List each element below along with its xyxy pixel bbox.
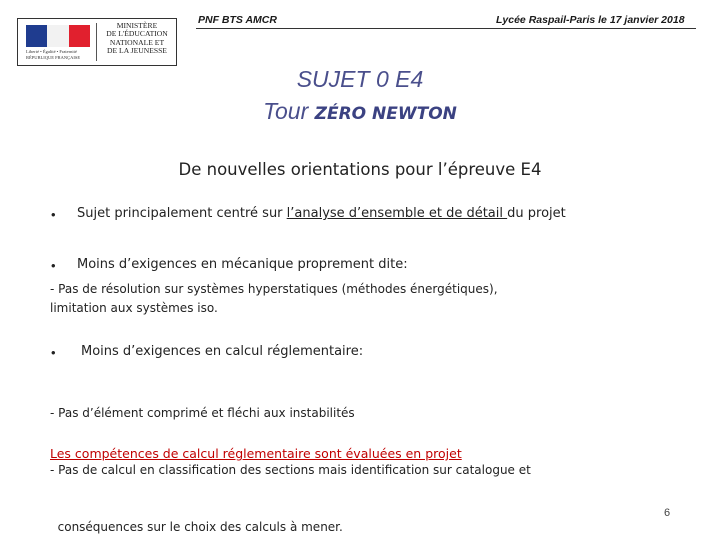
title-line-1: SUJET 0 E4 (296, 66, 424, 92)
bullet-3: • (51, 345, 56, 360)
republic-motto: Liberté • Égalité • Fraternité RÉPUBLIQUE FRANÇAISE (26, 49, 81, 60)
item-3-detail-line: - Pas de calcul en classification des sections mais identification sur catalogue et (50, 463, 531, 477)
title-tour-prefix: Tour (263, 98, 315, 124)
item-2-detail-line: limitation aux systèmes iso. (50, 301, 218, 315)
title-tour-name: ZÉRO NEWTON (314, 104, 457, 124)
item-1-text-underlined: l’analyse d’ensemble et de détail (286, 206, 508, 221)
bullet-1: • (51, 207, 56, 222)
item-1-text-after: du projet (507, 206, 566, 221)
ministry-logo (17, 18, 177, 66)
item-1-text-before: Sujet principalement centré sur (77, 206, 287, 221)
conclusion-text: Les compétences de calcul réglementaire sont évaluées en projet (50, 446, 462, 461)
item-3-details (50, 366, 531, 556)
ministry-name: MINISTÈRE DE L'ÉDUCATION NATIONALE ET DE LA JEUNESSE (106, 21, 168, 55)
item-2-detail-line: - Pas de résolution sur systèmes hyperstatiques (méthodes énergétiques), (50, 282, 498, 296)
header-rule (196, 28, 696, 29)
item-3-detail-line: conséquences sur le choix des calculs à mener. (50, 520, 343, 534)
page-number: 6 (664, 507, 671, 519)
item-2-details (50, 280, 498, 318)
slide-subtitle: De nouvelles orientations pour l’épreuve E4 (178, 160, 542, 179)
header-right: Lycée Raspail-Paris le 17 janvier 2018 (496, 14, 685, 26)
title-line-2 (0, 98, 720, 125)
logo-divider (96, 23, 97, 61)
item-3-detail-line: - Pas d’élément comprimé et fléchi aux instabilités (50, 406, 355, 420)
item-3-text: Moins d’exigences en calcul réglementaire: (81, 344, 364, 359)
french-flag-icon (26, 25, 90, 47)
item-2-text: Moins d’exigences en mécanique proprement dite: (77, 257, 408, 272)
bullet-2: • (51, 258, 56, 273)
item-1-text (77, 206, 566, 221)
header-left: PNF BTS AMCR (198, 14, 277, 26)
